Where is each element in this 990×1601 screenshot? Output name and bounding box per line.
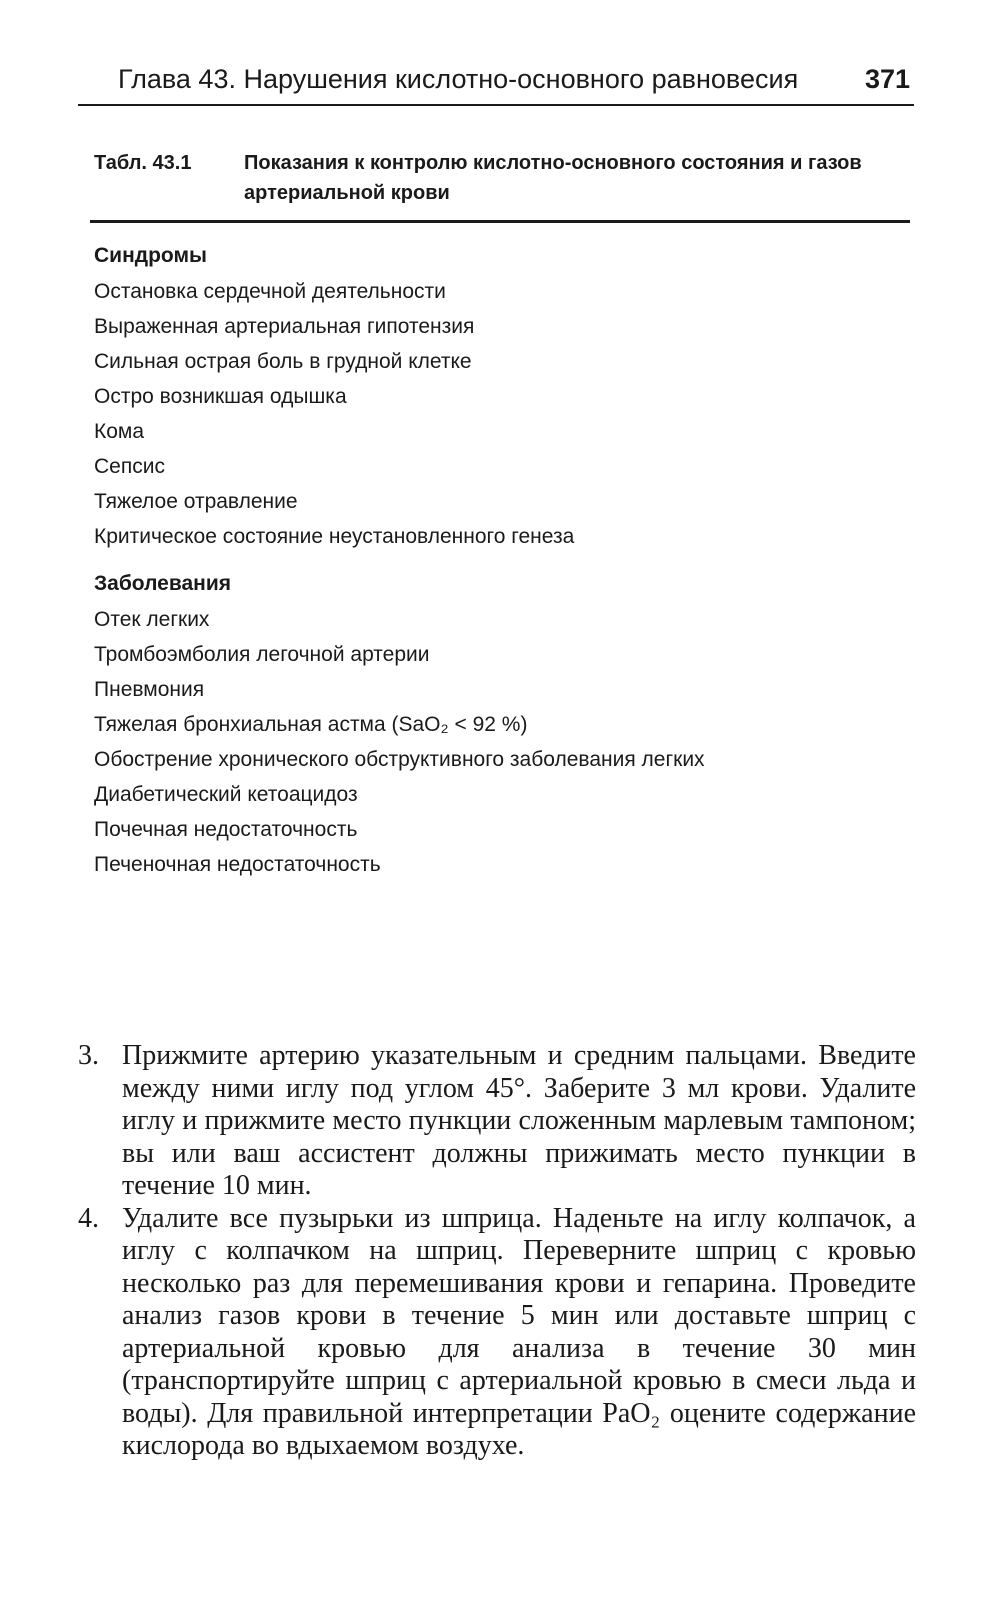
table-row: Тромбоэмболия легочной артерии xyxy=(94,643,430,666)
table-row: Обострение хронического обструктивного заболевания легких xyxy=(94,748,705,771)
chapter-title: Глава 43. Нарушения кислотно-основного равновесия xyxy=(118,64,799,94)
indications-table xyxy=(94,238,904,882)
table-row: Тяжелое отравление xyxy=(94,490,298,513)
table-row: Отек легких xyxy=(94,608,210,631)
table-row: Остро возникшая одышка xyxy=(94,385,347,408)
table-row: Критическое состояние неустановленного генеза xyxy=(94,525,575,548)
table-row: Диабетический кетоацидоз xyxy=(94,783,358,806)
table-row: Сильная острая боль в грудной клетке xyxy=(94,350,472,373)
list-item xyxy=(78,1040,916,1203)
running-header xyxy=(78,58,914,106)
table-row: Пневмония xyxy=(94,678,205,701)
list-item xyxy=(78,1203,916,1463)
table-row: Кома xyxy=(94,420,145,443)
step-number: 4. xyxy=(78,1202,99,1234)
table-row: Печеночная недостаточность xyxy=(94,853,381,876)
step-number: 3. xyxy=(78,1040,99,1071)
section-heading-diseases: Заболевания xyxy=(94,572,232,595)
section-gap xyxy=(94,554,904,566)
table-row: Остановка сердечной деятельности xyxy=(94,280,446,303)
section-heading-syndromes: Синдромы xyxy=(94,244,207,267)
table-row: Тяжелая бронхиальная астма (SaO₂ < 92 %) xyxy=(94,713,528,736)
table-rule xyxy=(90,220,910,223)
table-row: Сепсис xyxy=(94,455,165,478)
table-title: Показания к контролю кислотно-основного состояния и газов артериальной крови xyxy=(244,152,862,204)
procedure-steps xyxy=(78,1040,916,1463)
table-row: Почечная недостаточность xyxy=(94,818,358,841)
table-row: Выраженная артериальная гипотензия xyxy=(94,315,475,338)
step-text: Удалите все пузырьки из шприца. Наденьте на иглу колпачок, а иглу с колпачком на шприц. Переверните шприц с кровью несколько раз для перемешивания крови и гепарина. Проведите анализ газов крови в течение 5 мин или доставьте шприц с артериальной кровью для анализа в течение 30 мин (транспортируйте шприц с артериальной кровью в смеси льда и воды). Для правильной интерпретации PaO₂ оцените содержание кислорода во вдыхаемом воздухе. xyxy=(122,1202,916,1461)
step-text: Прижмите артерию указательным и средним пальцами. Введите между ними иглу под углом 45°. Заберите 3 мл крови. Удалите иглу и прижмите место пункции сложенным марлевым тампоном; вы или ваш ассистент должны прижимать место пункции в течение 10 мин. xyxy=(122,1040,916,1201)
table-number: Табл. 43.1 xyxy=(94,152,192,174)
page-number: 371 xyxy=(864,64,910,94)
